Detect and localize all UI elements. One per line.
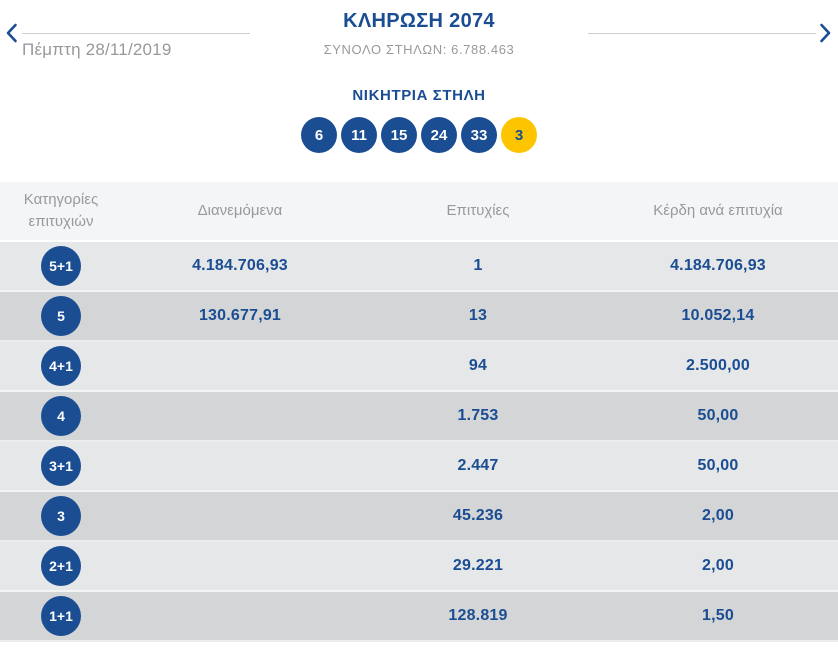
winners-cell: 29.221: [452, 557, 504, 574]
total-columns-label: ΣΥΝΟΛΟ ΣΤΗΛΩΝ: 6.788.463: [323, 42, 515, 57]
table-row: [0, 392, 838, 442]
prize-cell: 1,50: [702, 607, 734, 624]
nav-center-section: [260, 10, 578, 57]
prize-results-table: [0, 182, 838, 642]
prize-cell: 4.184.706,93: [670, 257, 766, 274]
winners-cell: 13: [468, 307, 488, 324]
joker-number-ball: 3: [501, 117, 537, 153]
nav-left-section: [22, 0, 250, 60]
category-cell: [0, 396, 122, 436]
winning-numbers: [0, 117, 838, 153]
table-row: [0, 342, 838, 392]
table-row: [0, 292, 838, 342]
category-badge: 1+1: [41, 596, 81, 636]
winning-number-ball: 15: [381, 117, 417, 153]
chevron-right-icon: [819, 23, 832, 43]
winners-cell: 94: [468, 357, 488, 374]
category-badge: 4+1: [41, 346, 81, 386]
table-row: [0, 542, 838, 592]
right-divider-line: [588, 33, 816, 34]
draw-title: ΚΛΗΡΩΣΗ 2074: [343, 10, 495, 32]
category-badge: 2+1: [41, 546, 81, 586]
prize-cell: 2.500,00: [686, 357, 750, 374]
winners-cell: 45.236: [452, 507, 504, 524]
table-header-row: [0, 182, 838, 242]
column-header-prize: Κέρδη ανά επιτυχία: [653, 201, 783, 219]
chevron-left-icon: [5, 23, 18, 43]
column-header-distributed: Διανεμόμενα: [197, 201, 283, 219]
category-cell: [0, 296, 122, 336]
category-badge: 3+1: [41, 446, 81, 486]
category-cell: [0, 496, 122, 536]
nav-right-section: [588, 0, 816, 34]
prize-cell: 50,00: [697, 457, 739, 474]
category-badge: 4: [41, 396, 81, 436]
column-header-categories: Κατηγορίες επιτυχιών: [23, 190, 99, 230]
winning-number-ball: 33: [461, 117, 497, 153]
category-cell: [0, 346, 122, 386]
prize-cell: 2,00: [702, 507, 734, 524]
winners-cell: 1.753: [457, 407, 499, 424]
table-row: [0, 592, 838, 642]
winners-cell: 128.819: [448, 607, 508, 624]
table-row: [0, 492, 838, 542]
left-divider-line: [22, 33, 250, 34]
category-cell: [0, 446, 122, 486]
winning-number-ball: 11: [341, 117, 377, 153]
column-header-winners: Επιτυχίες: [446, 201, 510, 219]
next-draw-button[interactable]: [814, 22, 836, 44]
category-cell: [0, 246, 122, 286]
distributed-cell: 130.677,91: [198, 307, 282, 324]
category-cell: [0, 596, 122, 636]
winning-number-ball: 6: [301, 117, 337, 153]
prize-cell: 50,00: [697, 407, 739, 424]
category-badge: 5: [41, 296, 81, 336]
winning-column-label: ΝΙΚΗΤΡΙΑ ΣΤΗΛΗ: [352, 87, 486, 104]
category-badge: 5+1: [41, 246, 81, 286]
table-row: [0, 242, 838, 292]
prize-cell: 2,00: [702, 557, 734, 574]
winning-number-ball: 24: [421, 117, 457, 153]
winners-cell: 1: [473, 257, 483, 274]
draw-navigation: [0, 0, 838, 70]
draw-date: Πέμπτη 28/11/2019: [22, 40, 172, 59]
winning-column-section: [0, 87, 838, 153]
table-row: [0, 442, 838, 492]
prize-cell: 10.052,14: [681, 307, 755, 324]
winners-cell: 2.447: [457, 457, 499, 474]
category-cell: [0, 546, 122, 586]
distributed-cell: 4.184.706,93: [192, 257, 288, 274]
previous-draw-button[interactable]: [0, 22, 22, 44]
category-badge: 3: [41, 496, 81, 536]
